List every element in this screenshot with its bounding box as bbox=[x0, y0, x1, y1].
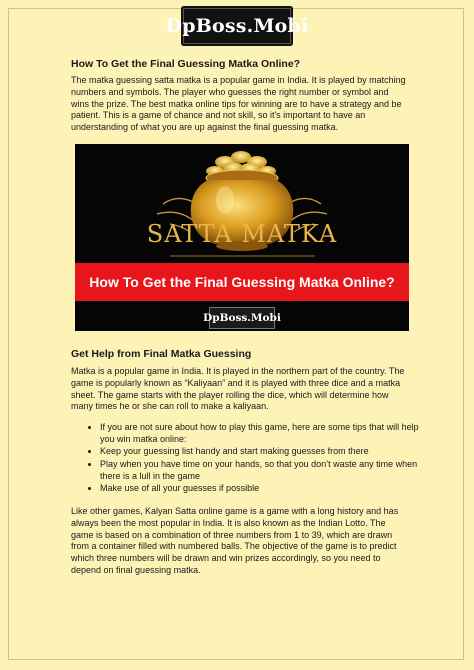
banner-headline: How To Get the Final Guessing Matka Online? bbox=[89, 274, 395, 290]
tips-list bbox=[86, 421, 420, 494]
banner-image bbox=[75, 144, 409, 331]
banner-logo bbox=[203, 307, 281, 329]
banner-brand-text: SATTA MATKA bbox=[146, 220, 338, 248]
list-item: • Play when you have time on your hands, so that you don’t waste any time when there is a lull in the game bbox=[100, 458, 420, 482]
article-title: How To Get the Final Guessing Matka Online? bbox=[71, 58, 301, 70]
site-logo[interactable] bbox=[165, 6, 309, 46]
section-paragraph: Matka is a popular game in India. It is played in the northern part of the country. The game is popularly known as “Kaliyaan” and it is played with three dice and a matka sheet. The game starts with the player rolling the dice, which will determine how many times he or she can roll to make a kaliyaan. bbox=[71, 366, 405, 412]
intro-paragraph: The matka guessing satta matka is a popular game in India. It is played by matching numbers and symbols. The player who guesses the right number or symbol and wins the prize. The best matka online tips for winning are to have a strategy and be patient. This is a game of chance and not skill, so it's important to have an understanding of what you are up against the final guessing matka. bbox=[71, 75, 406, 133]
site-logo-text: DpBoss.Mobi bbox=[165, 15, 309, 37]
list-item: • If you are not sure about how to play this game, here are some tips that will help you win matka online: bbox=[100, 421, 420, 445]
section-title: Get Help from Final Matka Guessing bbox=[71, 348, 252, 360]
closing-paragraph: Like other games, Kalyan Satta online game is a game with a long history and has always been the most popular in India. It is also known as the Indian Lotto. The game is based on a combination of three numbers from 1 to 39, which are drawn from a container filled with numbered balls. The objective of the game is to predict which three numbers will be drawn and win prizes accordingly, so you need to depend on final guessing matka. bbox=[71, 506, 399, 575]
banner-logo-text: DpBoss.Mobi bbox=[203, 312, 281, 324]
list-item: • Keep your guessing list handy and start making guesses from there bbox=[100, 445, 420, 457]
banner-headline-bar bbox=[75, 263, 409, 301]
list-item: • Make use of all your guesses if possible bbox=[100, 482, 420, 494]
